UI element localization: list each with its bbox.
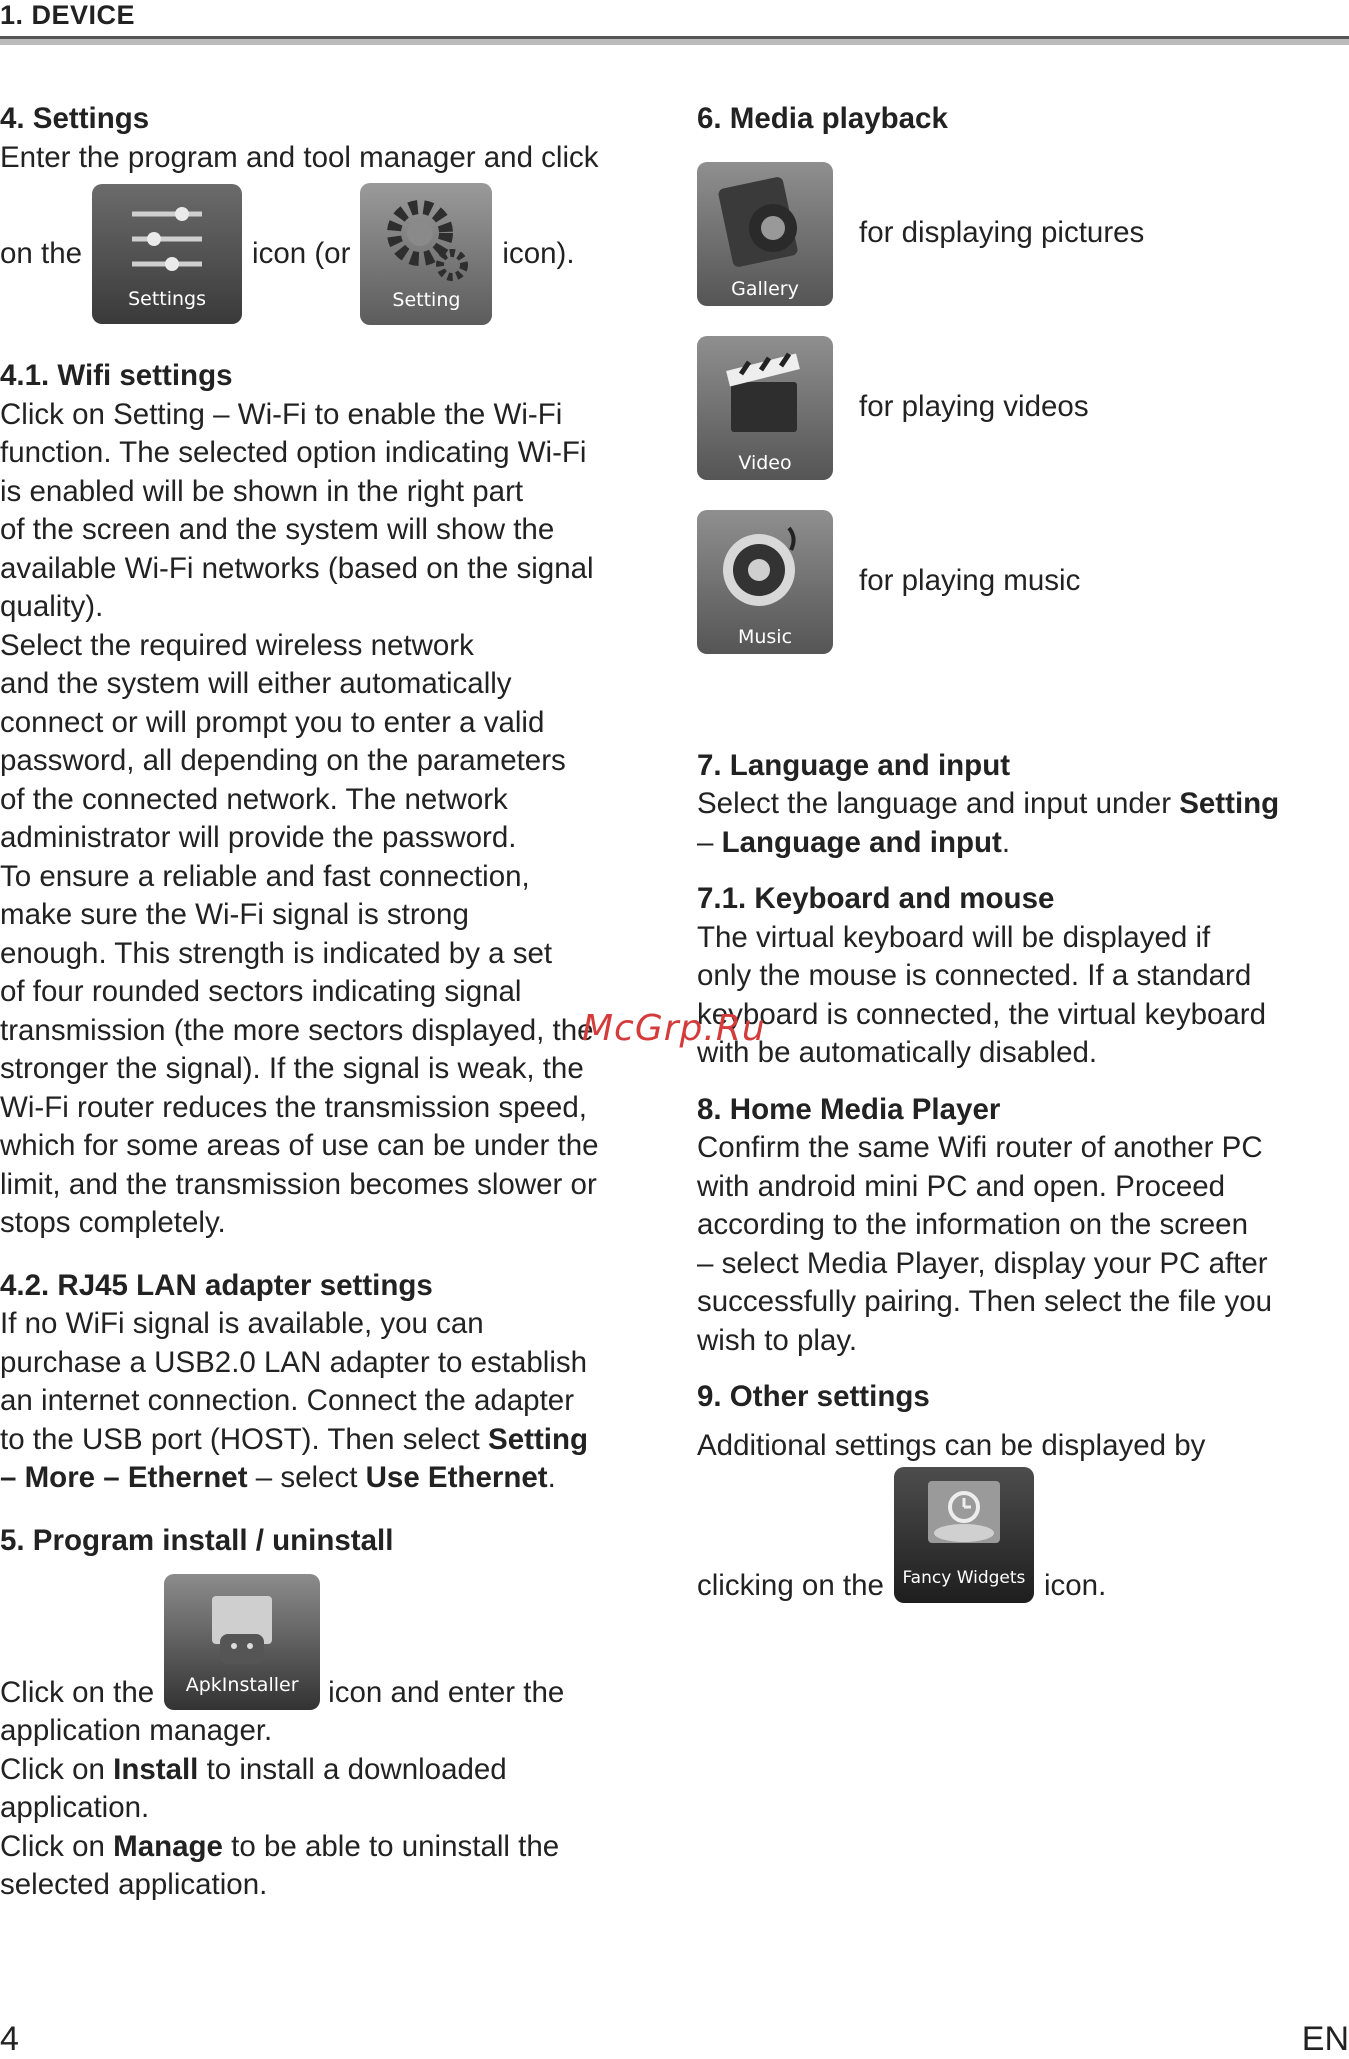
apk-icon-line [0,1570,660,1712]
setting-app-icon [360,183,492,325]
text-line: stronger the signal). If the signal is weak, the [0,1052,584,1085]
text-line: administrator will provide the password. [0,821,517,854]
fancy-widgets-icon-label: Fancy Widgets [902,1567,1026,1588]
section-8-title: 8. Home Media Player [697,1092,1001,1126]
text-line: selected application. [0,1868,268,1901]
bold-more-ethernet: – More – Ethernet [0,1461,248,1494]
section-9-title: 9. Other settings [697,1380,930,1413]
text-line: available Wi-Fi networks (based on the signal [0,551,594,585]
text-line: with be automatically disabled. [697,1036,1098,1069]
apkinstaller-icon-label: ApkInstaller [185,1673,299,1696]
text-line: If no WiFi signal is available, you can [0,1307,484,1340]
text-line: limit, and the transmission becomes slower or [0,1167,597,1201]
text-line: which for some areas of use can be under the [0,1129,599,1162]
music-app-icon [697,510,833,654]
text-line: Click on Install to install a downloaded [0,1752,507,1786]
left-column [0,100,660,1905]
text-line: connect or will prompt you to enter a valid [0,705,545,739]
text-line: according to the information on the screen [697,1208,1248,1241]
text-line: of four rounded sectors indicating signal [0,975,522,1008]
section-4-2-title: 4.2. RJ45 LAN adapter settings [0,1268,433,1302]
apkinstaller-app-icon [164,1574,320,1710]
bold-setting: Setting [1179,787,1280,820]
text-line: and the system will either automatically [0,667,512,700]
header-rule [0,36,1349,45]
right-column [697,100,1337,1605]
music-description: for playing music [859,564,1081,598]
settings-icon-line [0,179,660,329]
text-clicking-on-the: clicking on the [697,1568,884,1602]
text-line: keyboard is connected, the virtual keyboard [697,997,1267,1031]
media-row-gallery [697,161,1337,307]
text-line: wish to play. [697,1323,858,1357]
gallery-description: for displaying pictures [859,216,1145,250]
text-line: – select Media Player, display your PC after [697,1246,1268,1280]
text-line: – More – Ethernet – select Use Ethernet. [0,1461,556,1494]
text-line: To ensure a reliable and fast connection, [0,859,530,893]
text-line: stops completely. [0,1206,226,1239]
bold-setting: Setting [488,1422,589,1456]
section-4-1-title: 4.1. Wifi settings [0,359,233,392]
text-line: Confirm the same Wifi router of another PC [697,1131,1263,1164]
video-app-icon [697,336,833,480]
section-7-title: 7. Language and input [697,748,1011,782]
section-4-title: 4. Settings [0,102,150,135]
language-code: EN [1301,2020,1349,2058]
video-icon-label: Video [738,451,792,474]
media-row-video [697,335,1337,481]
section-7-1-title: 7.1. Keyboard and mouse [697,882,1055,915]
text-line: Select the required wireless network [0,628,474,662]
fancy-widgets-line [697,1465,1337,1605]
text-line: purchase a USB2.0 LAN adapter to establish [0,1345,588,1379]
bold-language-input: Language and input [721,825,1002,859]
section-4-1-body [0,396,660,1243]
settings-app-icon [92,184,242,324]
text-line: transmission (the more sectors displayed, the [0,1013,594,1047]
section-header: 1. DEVICE [0,0,136,30]
text-line: an internet connection. Connect the adapter [0,1384,575,1417]
music-icon-label: Music [737,625,793,648]
page-number: 4 [0,2020,19,2058]
text-line: of the connected network. The network [0,782,508,816]
settings-icon-label: Settings [128,287,206,310]
text-line: make sure the Wi-Fi signal is strong [0,898,469,931]
text-line: function. The selected option indicating Wi-Fi [0,436,587,469]
text-line: quality). [0,590,104,623]
text-line: Click on Setting – Wi-Fi to enable the Wi-Fi [0,397,563,431]
text-line: Additional settings can be displayed by [697,1428,1206,1462]
text-line: application. [0,1791,150,1824]
text-line: is enabled will be shown in the right part [0,474,524,508]
text-line: application manager. [0,1714,273,1747]
text-line: enough. This strength is indicated by a set [0,936,553,970]
section-5-title: 5. Program install / uninstall [0,1523,394,1557]
text-line: password, all depending on the parameters [0,744,566,777]
text-icon-enter: icon and enter the [328,1675,565,1709]
bold-install: Install [113,1752,199,1786]
text-line: with android mini PC and open. Proceed [697,1169,1226,1203]
watermark: McGrp.Ru [582,1008,766,1049]
text-line: – Language and input. [697,825,1011,859]
text-on-the: on the [0,236,83,270]
text-line: only the mouse is connected. If a standard [697,959,1252,992]
text-click-on-the: Click on the [0,1675,155,1709]
text-icon-end: icon. [1043,1568,1107,1602]
text-line: successfully pairing. Then select the file you [697,1285,1273,1318]
setting-icon-label: Setting [392,288,461,311]
bold-manage: Manage [113,1829,223,1863]
text-line: Click on Manage to be able to uninstall the [0,1829,560,1863]
text-icon-end: icon). [502,236,575,270]
text-line: Wi-Fi router reduces the transmission speed, [0,1090,587,1124]
text-line: of the screen and the system will show the [0,513,555,546]
section-6-title: 6. Media playback [697,102,948,135]
text-line: Select the language and input under Setting [697,787,1280,820]
text-icon-or: icon (or [252,236,351,270]
fancy-widgets-app-icon [894,1467,1034,1603]
text-line: to the USB port (HOST). Then select Setting [0,1422,589,1456]
media-row-music [697,509,1337,655]
text-line: The virtual keyboard will be displayed if [697,920,1211,954]
video-description: for playing videos [859,390,1089,424]
bold-use-ethernet: Use Ethernet [365,1461,548,1494]
gallery-app-icon [697,162,833,306]
section-4-intro: Enter the program and tool manager and click [0,140,599,174]
gallery-icon-label: Gallery [731,277,799,300]
